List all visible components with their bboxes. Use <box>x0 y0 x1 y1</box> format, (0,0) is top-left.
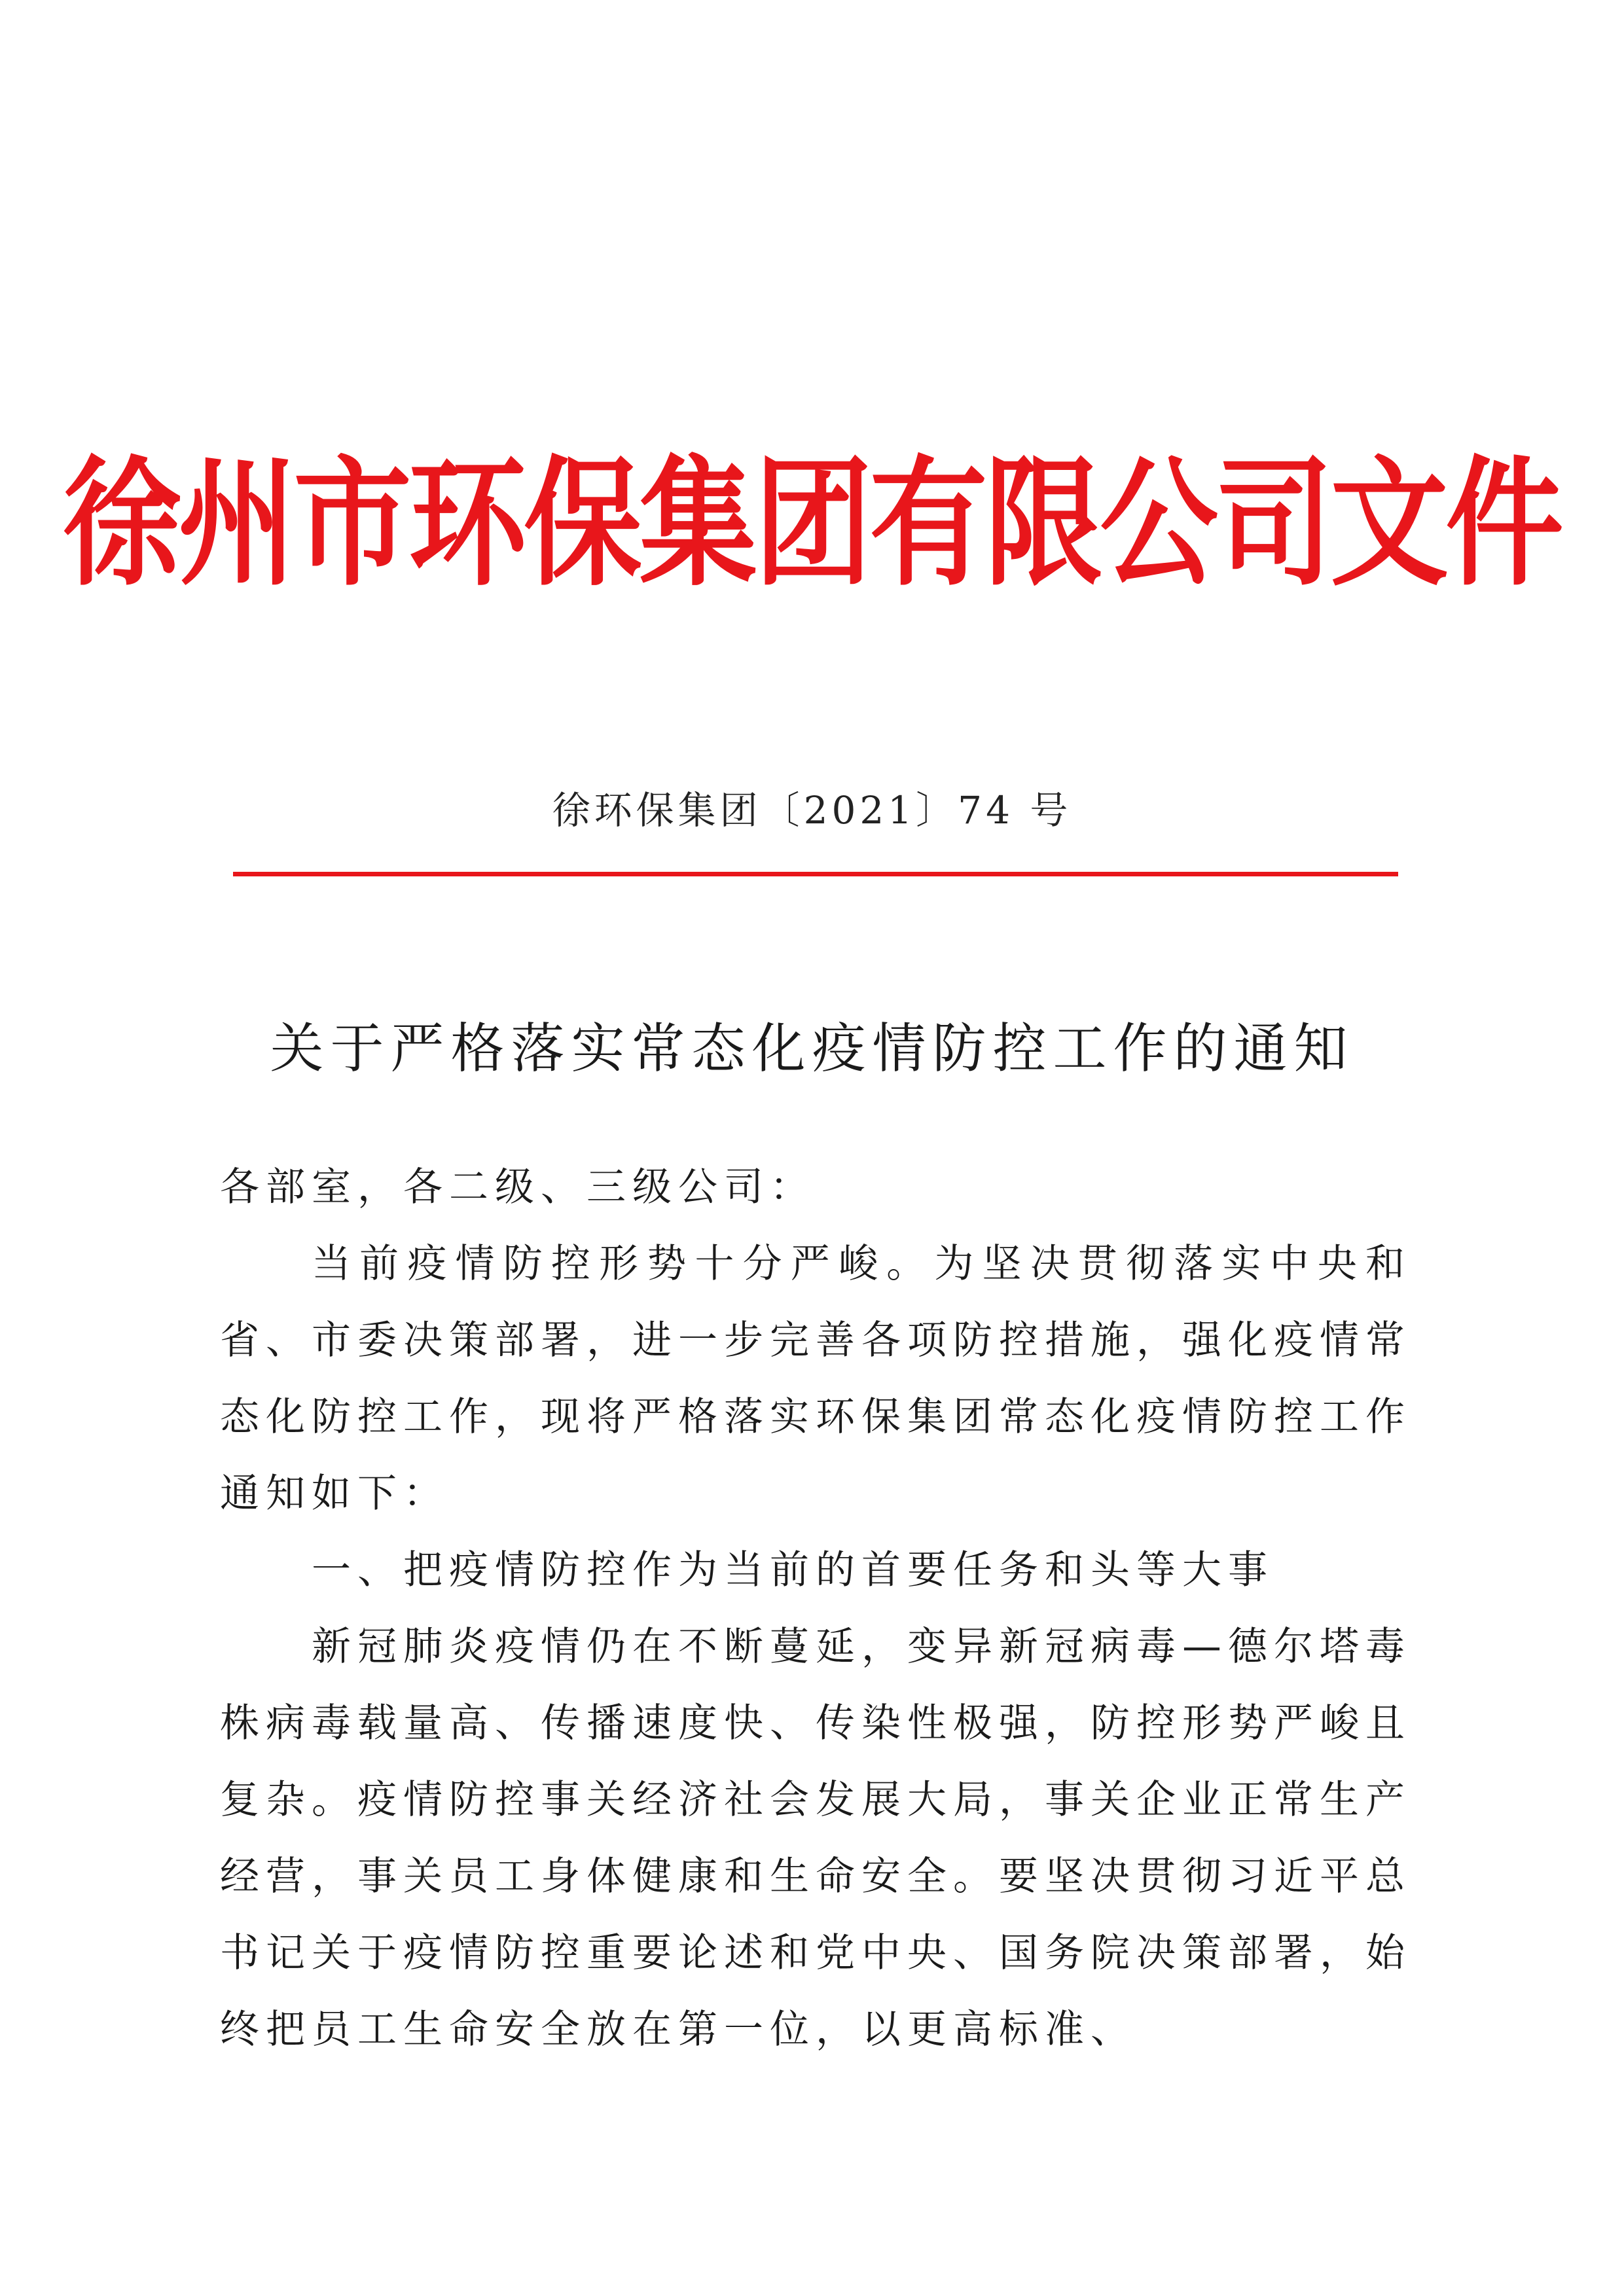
salutation: 各部室，各二级、三级公司： <box>220 1164 816 1210</box>
document-number: 徐环保集团〔2021〕74 号 <box>552 788 1072 833</box>
header-divider-rule <box>233 872 1398 876</box>
document-body <box>220 1149 1411 2068</box>
body-paragraph-section-1: 新冠肺炎疫情仍在不断蔓延，变异新冠病毒—德尔塔毒株病毒载量高、传播速度快、传染性极强，防控形势严峻且复杂。疫情防控事关经济社会发展大局，事关企业正常生产经营，事关员工身体健康和生命安全。要坚决贯彻习近平总书记关于疫情防控重要论述和党中央、国务院决策部署，始终把员工生命安全放在第一位，以更高标准、 <box>220 1624 1411 2053</box>
document-header-title: 徐州市环保集团有限公司文件 <box>63 443 1561 605</box>
notice-title: 关于严格落实常态化疫情防控工作的通知 <box>270 1018 1354 1080</box>
body-paragraph-intro: 当前疫情防控形势十分严峻。为坚决贯彻落实中央和省、市委决策部署，进一步完善各项防控措施，强化疫情常态化防控工作，现将严格落实环保集团常态化疫情防控工作通知如下： <box>220 1241 1411 1516</box>
section-heading-1: 一、把疫情防控作为当前的首要任务和头等大事 <box>312 1547 1274 1593</box>
